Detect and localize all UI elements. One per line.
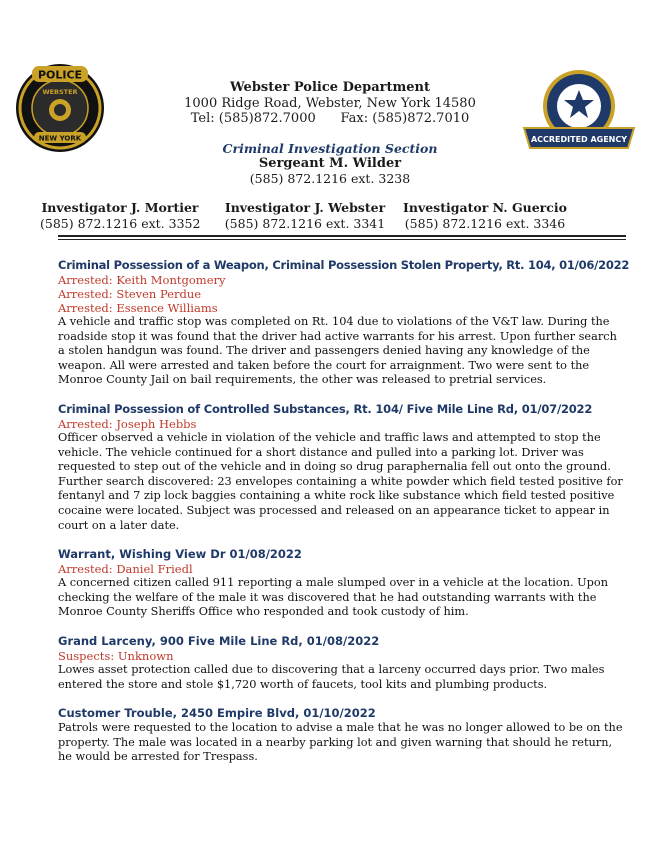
- sergeant-name: Sergeant M. Wilder: [258, 156, 402, 171]
- incident-entry: [58, 258, 630, 388]
- incident-title: Criminal Possession of Controlled Substances, Rt. 104/ Five Mile Line Rd, 01/07/2022: [58, 401, 593, 416]
- investigator-phone: (585) 872.1216 ext. 3352: [40, 216, 201, 231]
- incident-description: A vehicle and traffic stop was completed on Rt. 104 due to violations of the V&T law. During the roadside stop it was found that the driver had active warrants for his arrest. Upon further search a stolen handgun was found. The driver and passengers denied having any knowledge of the weapon. All were arrested and taken before the court for arraignment. Two were sent to the Monroe County Jail on bail requirements, the other was released to pretrial services.: [58, 315, 617, 387]
- arrest-line: Arrested: Keith Montgomery: [58, 273, 226, 287]
- letterhead: [0, 0, 657, 240]
- incident-entry: [58, 634, 624, 692]
- investigator-webster: [220, 200, 390, 231]
- arrest-line: Arrested: Essence Williams: [58, 301, 218, 315]
- arrest-line: Arrested: Joseph Hebbs: [58, 416, 197, 431]
- incident-description: Officer observed a vehicle in violation of the vehicle and traffic laws and attempted to stop the vehicle. The vehicle continued for a short distance and pulled into a parking lot. Driver was requested to step out of the vehicle and in doing so drug paraphernalia fell out onto the ground. Further search discovered: 23 envelopes containing a white powder which field tested positive for fentanyl and 7 zip lock baggies containing a white rock like substance which field tested positive cocaine were located. Subject was processed and released on an appearance ticket to appear in court on a later date.: [58, 430, 623, 532]
- investigator-guercio: [400, 200, 570, 231]
- investigator-name: Investigator J. Webster: [224, 200, 386, 215]
- incident-title: Warrant, Wishing View Dr 01/08/2022: [58, 547, 302, 562]
- investigator-name: Investigator N. Guercio: [403, 200, 567, 215]
- incident-description: Patrols were requested to the location to advise a male that he was no longer allowed to be on the property. The male was located in a nearby parking lot and given warning that should he return, he would be arrested for Trespass.: [58, 721, 623, 764]
- svg-text:POLICE: POLICE: [37, 68, 83, 82]
- arrest-line: Arrested: Steven Perdue: [58, 287, 202, 301]
- incident-title: Customer Trouble, 2450 Empire Blvd, 01/10/2022: [58, 706, 376, 721]
- incident-entry: [58, 547, 624, 620]
- investigators-row: [40, 200, 640, 234]
- department-address: 1000 Ridge Road, Webster, New York 14580: [184, 96, 476, 111]
- department-name: Webster Police Department: [230, 80, 430, 95]
- police-badge-logo: [14, 62, 106, 154]
- sergeant-phone: (585) 872.1216 ext. 3238: [249, 171, 411, 186]
- incident-description: A concerned citizen called 911 reporting a male slumped over in a vehicle at the location. Upon checking the welfare of the male it was discovered that he had outstanding warrants with the Monroe County Sheriffs Office who responded and took custody of him.: [58, 576, 608, 619]
- incident-entry: [58, 402, 624, 533]
- svg-text:NEW YORK: NEW YORK: [38, 134, 82, 143]
- svg-text:WEBSTER: WEBSTER: [42, 88, 78, 96]
- incident-entry: [58, 706, 624, 765]
- investigator-name: Investigator J. Mortier: [41, 200, 199, 215]
- suspects-line: Suspects: Unknown: [58, 648, 174, 663]
- accreditation-badge-logo: [520, 66, 638, 156]
- header-divider: [58, 235, 626, 237]
- investigator-mortier: [40, 200, 200, 231]
- incident-title: Criminal Possession of a Weapon, Criminal Possession Stolen Property, Rt. 104, 01/06/2022: [58, 258, 630, 272]
- svg-text:ACCREDITED AGENCY: ACCREDITED AGENCY: [530, 135, 628, 144]
- incident-title: Grand Larceny, 900 Five Mile Line Rd, 01/08/2022: [58, 633, 380, 648]
- department-phone: Tel: (585)872.7000 Fax: (585)872.7010: [190, 111, 470, 126]
- arrest-line: Arrested: Daniel Friedl: [58, 562, 193, 577]
- incident-description: Lowes asset protection called due to discovering that a larceny occurred days prior. Two males entered the store and stole $1,720 worth of faucets, tool kits and plumbing products.: [58, 662, 605, 691]
- incident-list: [58, 258, 630, 779]
- investigator-phone: (585) 872.1216 ext. 3346: [404, 216, 566, 231]
- header-divider-thin: [58, 239, 626, 240]
- investigator-phone: (585) 872.1216 ext. 3341: [224, 216, 386, 231]
- section-title: Criminal Investigation Section: [222, 141, 438, 156]
